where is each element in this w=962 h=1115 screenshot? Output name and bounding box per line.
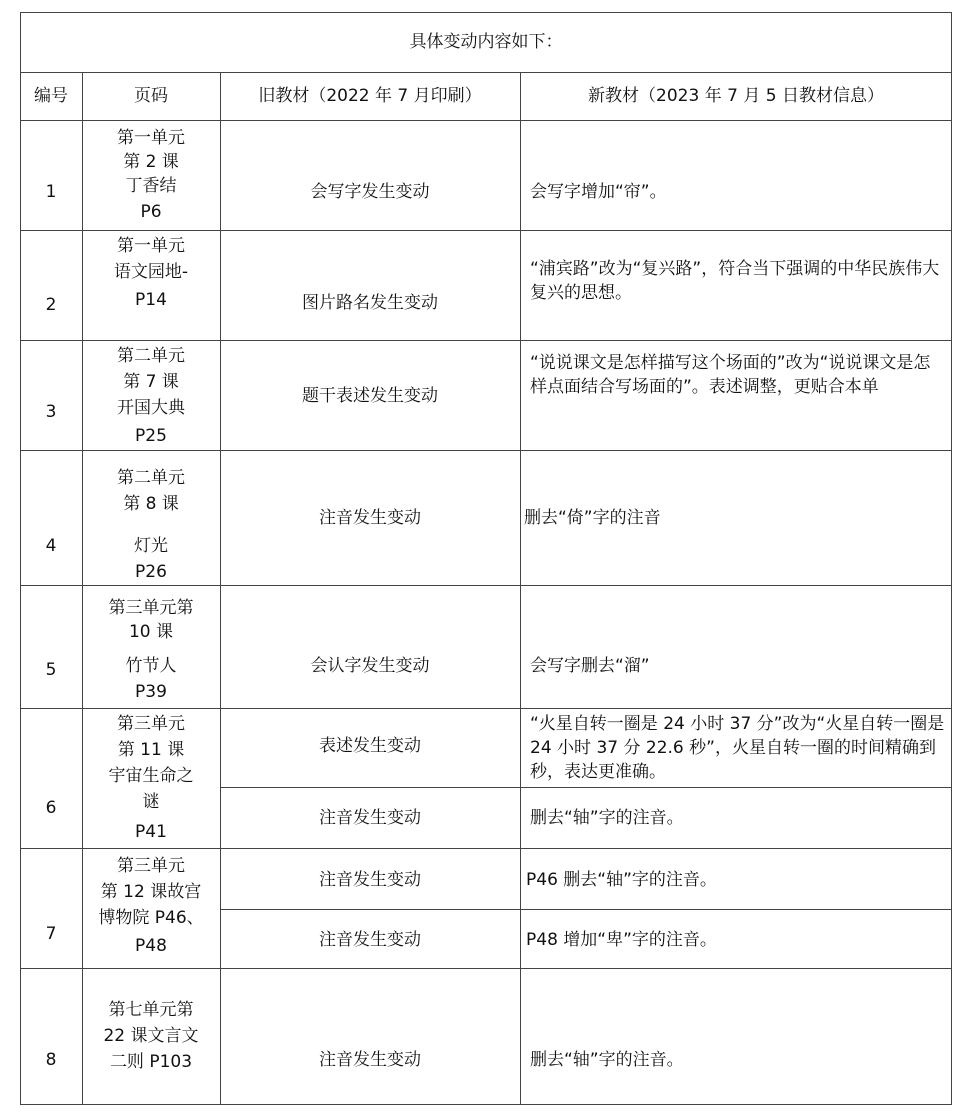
sub-row-divider <box>220 909 952 910</box>
header-page: 页码 <box>134 86 168 106</box>
old-change: 注音发生变动 <box>319 508 421 528</box>
old-change: 注音发生变动 <box>319 870 421 890</box>
new-change: “浦宾路”改为“复兴路”，符合当下强调的中华民族伟大复兴的思想。 <box>530 259 940 303</box>
page-ref-line: 语文园地- <box>113 262 189 282</box>
header-old-textbook: 旧教材（2022 年 7 月印刷） <box>258 86 482 106</box>
row-number: 7 <box>45 924 57 944</box>
page-ref-line: 开国大典 <box>117 398 185 418</box>
new-change: 删去“倚”字的注音 <box>524 508 661 528</box>
old-change: 注音发生变动 <box>319 1050 421 1070</box>
page-ref-line: 博物院 P46、 <box>98 908 204 928</box>
page-ref-line: 第三单元 <box>117 856 185 876</box>
new-change: “火星自转一圈是 24 小时 37 分”改为“火星自转一圈是 24 小时 37 分 22.6 秒”，火星自转一圈的时间精确到秒，表达更准确。 <box>530 714 945 782</box>
sub-row-divider <box>220 787 952 788</box>
new-change: “说说课文是怎样描写这个场面的”改为“说说课文是怎样点面结合写场面的”。表述调整，更贴合本单 <box>530 353 931 397</box>
row-number: 4 <box>45 536 57 556</box>
page-ref-line: P14 <box>135 290 167 310</box>
page-ref-line: 竹节人 <box>125 656 177 676</box>
old-change: 表述发生变动 <box>319 736 421 756</box>
row-number: 2 <box>45 295 57 315</box>
page-ref-line: 谜 <box>142 792 160 812</box>
old-change: 图片路名发生变动 <box>302 293 438 313</box>
row-number: 6 <box>45 798 57 818</box>
page-ref-line: P25 <box>135 426 167 446</box>
page-ref-line: P48 <box>135 936 167 956</box>
row-divider <box>20 340 952 341</box>
new-change: 会写字删去“溜” <box>530 656 650 676</box>
old-change: 会认字发生变动 <box>310 656 430 676</box>
old-change: 注音发生变动 <box>319 808 421 828</box>
page-ref-line: 第 8 课 <box>123 494 179 514</box>
old-change: 注音发生变动 <box>319 930 421 950</box>
header-new-textbook: 新教材（2023 年 7 月 5 日教材信息） <box>588 86 884 106</box>
old-change: 会写字发生变动 <box>310 182 430 202</box>
page-ref-line: 第 11 课 <box>117 740 185 760</box>
new-change: P46 删去“轴”字的注音。 <box>526 870 717 890</box>
row-number: 5 <box>45 660 57 680</box>
page-ref-line: 第二单元 <box>117 468 185 488</box>
page-ref-line: 灯光 <box>134 536 168 556</box>
new-change: P48 增加“卑”字的注音。 <box>526 930 717 950</box>
page-ref-line: 第一单元 <box>117 128 185 148</box>
row-number: 1 <box>45 182 57 202</box>
page-ref-line: 第三单元 <box>117 714 185 734</box>
table-border-right <box>951 12 952 1105</box>
page-ref-line: 第 2 课 <box>123 152 179 172</box>
row-divider <box>20 120 952 121</box>
page-ref-line: 22 课文言文 <box>103 1026 199 1046</box>
row-number: 3 <box>45 402 57 422</box>
page-ref-line: P39 <box>135 682 167 702</box>
new-change: 删去“轴”字的注音。 <box>530 808 684 828</box>
row-number: 8 <box>45 1050 57 1070</box>
change-table <box>20 12 952 1105</box>
page-ref-line: P6 <box>140 202 162 222</box>
page-ref-line: 第 12 课故宫 <box>100 882 202 902</box>
new-change: 会写字增加“帘”。 <box>530 182 667 202</box>
row-divider <box>20 450 952 451</box>
new-change: 删去“轴”字的注音。 <box>530 1050 684 1070</box>
row-divider <box>20 968 952 969</box>
page-ref-line: 第三单元第 <box>108 598 194 618</box>
page-ref-line: 第七单元第 <box>108 1000 194 1020</box>
page-ref-line: 10 课 <box>128 622 174 642</box>
table-title: 具体变动内容如下： <box>409 32 563 52</box>
page-ref-line: 第 7 课 <box>123 372 179 392</box>
header-no: 编号 <box>34 86 68 106</box>
page-ref-line: 宇宙生命之 <box>108 766 194 786</box>
row-divider <box>20 72 952 73</box>
page-ref-line: 二则 P103 <box>109 1052 193 1072</box>
page-ref-line: P26 <box>135 562 167 582</box>
page-ref-line: P41 <box>135 822 167 842</box>
row-divider <box>20 230 952 231</box>
page-ref-line: 丁香结 <box>125 176 177 196</box>
row-divider <box>20 585 952 586</box>
column-divider <box>520 72 521 1105</box>
row-divider <box>20 708 952 709</box>
table-border-bottom <box>20 1104 952 1105</box>
page-ref-line: 第一单元 <box>117 236 185 256</box>
page-ref-line: 第二单元 <box>117 346 185 366</box>
old-change: 题干表述发生变动 <box>302 386 438 406</box>
row-divider <box>20 848 952 849</box>
table-border-top <box>20 12 952 13</box>
